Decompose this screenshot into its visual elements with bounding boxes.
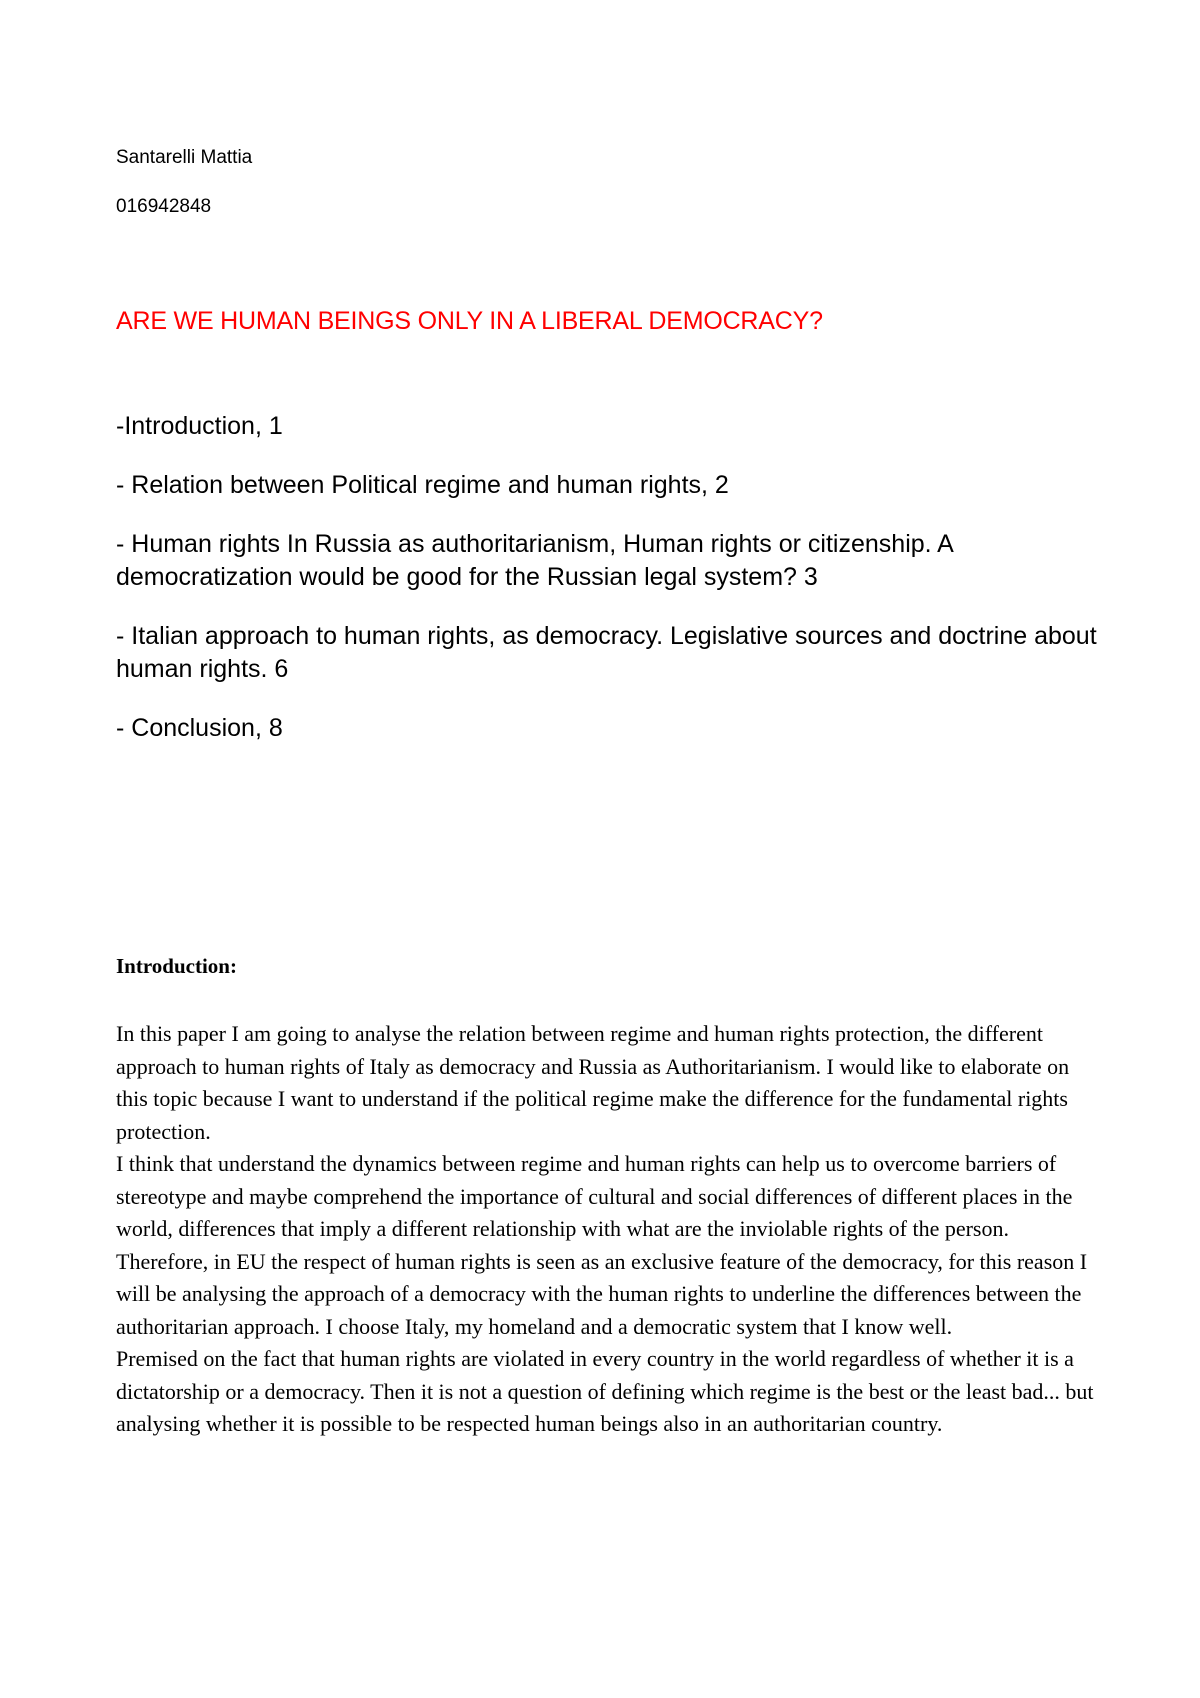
student-id: 016942848 [116, 196, 212, 217]
toc-item-russia: - Human rights In Russia as authoritarianism, Human rights or citizenship. A democratization would be good for the Russian legal system? 3 [116, 530, 953, 591]
introduction-paragraph-3: Premised on the fact that human rights are violated in every country in the world regardless of whether it is a dictatorship or a democracy. Then it is not a question of defining which regime is the best or the least bad... but analysing whether it is possible to be respected human beings also in an authoritarian country. [116, 1346, 1094, 1436]
introduction-paragraph-2: I think that understand the dynamics between regime and human rights can help us to overcome barriers of stereotype and maybe comprehend the importance of cultural and social differences of different places in the world, differences that imply a different relationship with what are the inviolable rights of the person. Therefore, in EU the respect of human rights is seen as an exclusive feature of the democracy, for this reason I will be analysing the approach of a democracy with the human rights to underline the differences between the authoritarian approach. I choose Italy, my homeland and a democratic system that I know well. [116, 1151, 1088, 1339]
introduction-paragraph-1: In this paper I am going to analyse the relation between regime and human rights protection, the different approach to human rights of Italy as democracy and Russia as Authoritarianism. I would like to elaborate on this topic because I want to understand if the political regime make the difference for the fundamental rights protection. [116, 1021, 1070, 1144]
introduction-body [116, 1018, 1106, 1441]
toc-item-political-regime: - Relation between Political regime and human rights, 2 [116, 471, 729, 499]
toc-item-conclusion: - Conclusion, 8 [116, 714, 283, 742]
table-of-contents [116, 410, 1106, 771]
author-name: Santarelli Mattia [116, 147, 253, 168]
document-title: ARE WE HUMAN BEINGS ONLY IN A LIBERAL DEMOCRACY? [116, 307, 823, 335]
toc-item-italy: - Italian approach to human rights, as democracy. Legislative sources and doctrine about human rights. 6 [116, 622, 1097, 683]
introduction-heading: Introduction: [116, 954, 237, 978]
toc-item-introduction: -Introduction, 1 [116, 412, 283, 440]
